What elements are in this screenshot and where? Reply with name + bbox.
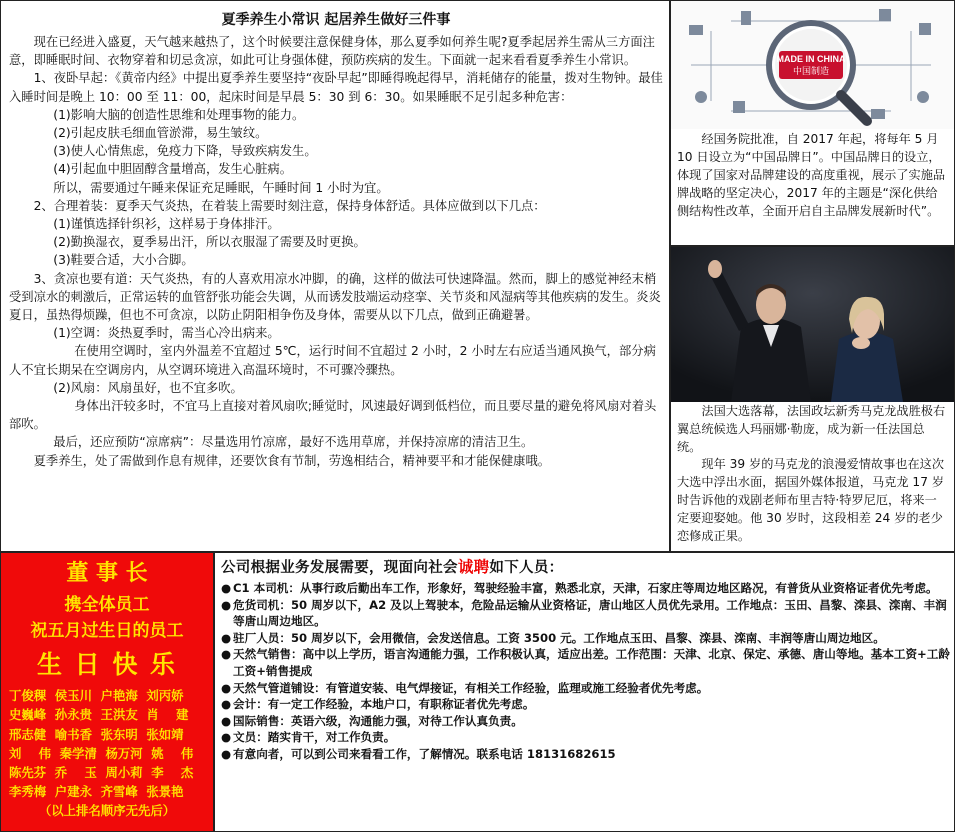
job-item-text: 驻厂人员：50 周岁以下，会用微信，会发送信息。工资 3500 元。工作地点玉田、昌黎、滦县、滦南、丰润等唐山周边地区。: [233, 630, 885, 645]
article-paragraph: (1)谨慎选择针织衫，这样易于身体排汗。: [53, 217, 280, 232]
employee-name-list: [1, 686, 213, 802]
article-paragraph: (3)使人心情焦虑，免疫力下降，导致疾病发生。: [53, 144, 317, 159]
bullet-icon: ●: [221, 581, 232, 595]
job-item-text: 危货司机：50 周岁以下，A2 及以上驾驶本，危险品运输从业资格证，唐山地区人员优先录用。工作地点：玉田、昌黎、滦县、滦南、丰润等唐山周边地区。: [233, 597, 947, 629]
job-item-text: 国际销售：英语六级，沟通能力强，对待工作认真负责。: [233, 713, 523, 728]
heading-text-end: 如下人员：: [489, 560, 564, 576]
job-item: [221, 696, 950, 713]
article-paragraph: (1)空调：炎热夏季时，需当心冷出病来。: [53, 326, 280, 341]
job-item-text: 天然气销售：高中以上学历，语言沟通能力强，工作积极认真，适应出差。工作范围：天津、北京、保定、承德、唐山等地。基本工资+工龄工资+销售提成: [233, 647, 950, 678]
name-row: 丁俊稞 侯玉川 户艳海 刘丙娇: [9, 688, 184, 703]
job-item: [221, 646, 950, 679]
article-paragraph: 身体出汗较多时，不宜马上直接对着风扇吹;睡觉时，风速最好调到低档位，而且要尽量的避免将风扇对着头部吹。: [9, 399, 657, 432]
badge-text-cn: 中国制造: [792, 67, 830, 77]
bullet-icon: ●: [221, 746, 232, 761]
name-row: 陈先芬 乔 玉 周小莉 李 杰: [9, 765, 194, 781]
birthday-greeting-panel: [0, 552, 214, 832]
job-item: [221, 580, 950, 597]
job-item: [221, 597, 950, 630]
article-paragraph: 夏季养生，处了需做到作息有规律，还要饮食有节制，劳逸相结合，精神要平和才能保健康哦。: [33, 453, 551, 468]
heading-highlight: 诚聘: [457, 558, 490, 576]
bullet-icon: ●: [221, 730, 232, 745]
recruitment-heading: [221, 555, 950, 580]
name-row: 邢志健 喻书香 张东明 张如靖: [9, 726, 184, 742]
article-paragraph: (2)风扇：风扇虽好，也不宜多吹。: [53, 380, 243, 395]
name-row: 李秀梅 户建永 齐雪峰 张景艳: [9, 784, 184, 800]
job-item: [221, 680, 950, 697]
article-paragraph: (4)引起血中胆固醇含量增高，发生心脏病。: [53, 162, 293, 177]
china-brand-panel: [670, 0, 955, 246]
article-paragraph: (3)鞋要合适，大小合脚。: [53, 253, 194, 268]
bullet-icon: ●: [221, 713, 232, 728]
happy-birthday-line: 生 日 快 乐: [36, 650, 178, 679]
france-election-text: [671, 403, 954, 545]
france-paragraph-2: 现年 39 岁的马克龙的浪漫爱情故事也在这次大选中浮出水面，据国外媒体报道，马克龙 17 岁时告诉他的戏剧老师布里吉特·特罗尼厄，将来一定要迎娶她。他 30 岁时，这段相差 24 岁的老少恋修成正果。: [677, 457, 945, 543]
job-item-text: 天然气管道铺设：有管道安装、电气焊接证，有相关工作经验，监理或施工经验者优先考虑。: [233, 680, 709, 695]
badge-text-en: MADE IN CHINA: [776, 54, 846, 64]
made-in-china-illustration: [671, 1, 954, 129]
article-paragraph: (2)引起皮肤毛细血管淤滞，易生皱纹。: [53, 126, 268, 141]
health-article: [0, 0, 670, 552]
job-item: [221, 713, 950, 730]
job-item-text: 会计：有一定工作经验，本地户口，有职称证者优先考虑。: [233, 697, 535, 712]
article-title: 夏季养生小常识 起居养生做好三件事: [221, 12, 451, 28]
france-election-panel: [670, 246, 955, 552]
article-paragraph: (1)影响大脑的创造性思维和处理事物的能力。: [53, 107, 305, 122]
article-paragraph: 现在已经进入盛夏，天气越来越热了，这个时候要注意保健身体，那么夏季如何养生呢?夏季起居养生需从三方面注意，即睡眠时间、衣物穿着和切忌贪凉，如此可让身强体健，预防疾病的发生。下面就一起来看看夏季养生小常识。: [9, 35, 655, 68]
article-paragraph: 3、贪凉也要有道：天气炎热，有的人喜欢用凉水冲脚，的确，这样的做法可快速降温。然而，脚上的感觉神经末梢受到凉水的刺激后，正常运转的血管舒张功能会失调，从而诱发肢端运动痉挛、关节炎和风湿病等其他疾病的发生。炎炎夏日，虽热得烦躁，但也不可贪凉，以防止阴阳相争伤及身体，需要从以下几点，做到正确避暑。: [9, 271, 661, 323]
article-paragraph: 最后，还应预防“凉席病”：尽量选用竹凉席，最好不选用草席，并保持凉席的清洁卫生。: [53, 435, 534, 450]
bullet-icon: ●: [221, 647, 232, 662]
job-item-text: C1 本司机：从事行政后勤出车工作，形象好，驾驶经验丰富，熟悉北京，天津，石家庄等周边地区路况，有普货从业资格证者优先考虑。: [233, 581, 938, 595]
job-item: [221, 630, 950, 647]
job-item-text: 文员：踏实肯干，对工作负责。: [233, 730, 396, 745]
article-paragraph: 1、夜卧早起：《黄帝内经》中提出夏季养生要坚持“夜卧早起”即睡得晚起得早，消耗储存的能量，拨对生物钟。最佳入睡时间是晚上 10：00 至 11：00，起床时间是早晨 5：30 到 6：30。如果睡眠不足引起多种危害：: [9, 71, 663, 104]
recruitment-panel: [214, 552, 955, 832]
article-body: [9, 33, 663, 470]
article-paragraph: 2、合理着装：夏季天气炎热，在着装上需要时刻注意，保持身体舒适。具体应做到以下几点：: [33, 198, 546, 213]
with-staff-line: 携全体员工: [64, 595, 150, 615]
bullet-icon: ●: [221, 680, 232, 695]
name-row: 刘 伟 秦学清 杨万河 姚 伟: [9, 745, 194, 761]
article-paragraph: 所以，需要通过午睡来保证充足睡眠，午睡时间 1 小时为宜。: [53, 180, 389, 195]
name-row: 史巍峰 孙永贵 王洪友 肖 建: [9, 707, 189, 723]
name-order-note: （以上排名顺序无先后）: [38, 802, 176, 818]
election-photo: [671, 247, 954, 402]
article-paragraph: 在使用空调时，室内外温差不宜超过 5℃，运行时间不宜超过 2 小时，2 小时左右应适当通风换气，部分病人不宜长期呆在空调房内，从空调环境进入高温环境时，不可骤冷骤热。: [9, 344, 656, 377]
chairman-line: 董 事 长: [66, 561, 148, 586]
bullet-icon: ●: [221, 597, 232, 612]
wish-line: 祝五月过生日的员工: [30, 621, 184, 641]
china-brand-text: 经国务院批准，自 2017 年起，将每年 5 月 10 日设立为“中国品牌日”。中国品牌日的设立，体现了国家对品牌建设的高度重视，展示了实施品牌战略的坚定决心，2017 年的主题是“深化供给侧结构性改革，全面开启自主品牌发展新时代”。: [677, 132, 946, 218]
bullet-icon: ●: [221, 630, 232, 645]
bullet-icon: ●: [221, 697, 232, 712]
article-paragraph: (2)勤换湿衣，夏季易出汗，所以衣服湿了需要及时更换。: [53, 235, 366, 250]
job-list: [221, 580, 950, 763]
france-paragraph-1: 法国大选落幕，法国政坛新秀马克龙战胜极右翼总统候选人玛丽娜·勒庞，成为新一任法国总统。: [677, 404, 946, 454]
job-item: [221, 746, 950, 763]
job-item: [221, 729, 950, 746]
heading-text: 公司根据业务发展需要，现面向社会: [221, 560, 458, 576]
job-item-text: 有意向者，可以到公司来看看工作，了解情况。联系电话 18131682615: [233, 746, 616, 761]
